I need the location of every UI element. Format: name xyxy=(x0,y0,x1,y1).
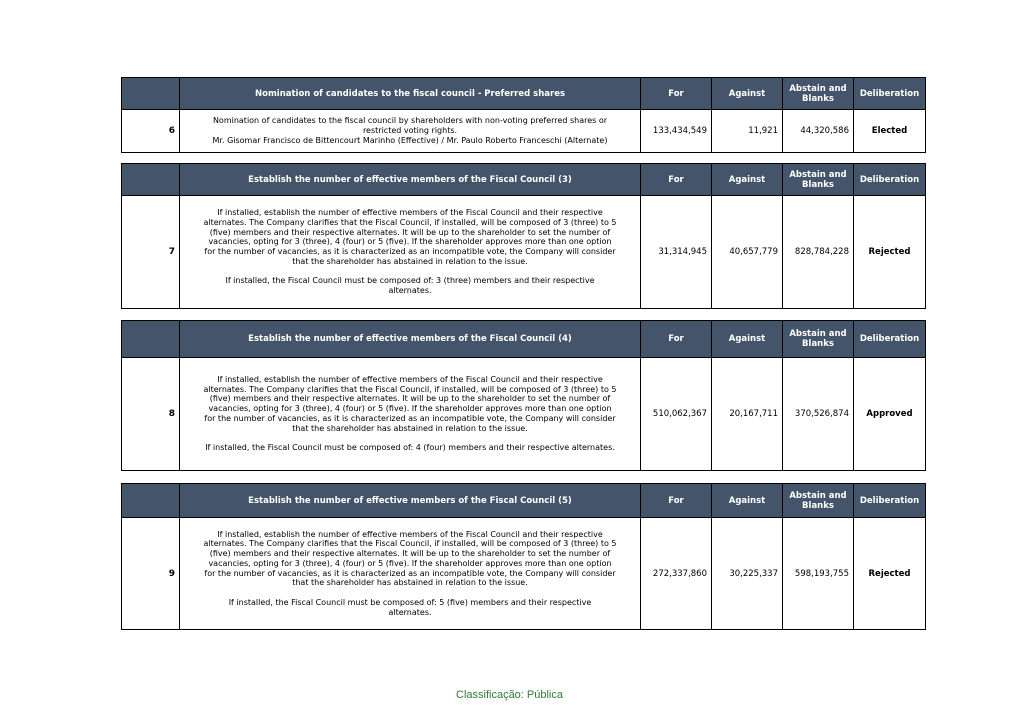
header-blank-cell xyxy=(122,164,180,196)
table-header-row xyxy=(122,321,926,358)
item-description xyxy=(180,518,641,630)
votes-abstain: 44,320,586 xyxy=(783,110,854,153)
table-row xyxy=(122,196,926,309)
header-blank-cell xyxy=(122,78,180,110)
header-blank-cell xyxy=(122,321,180,358)
column-abstain-header: Abstain and Blanks xyxy=(783,164,854,196)
item-text: If installed, establish the number of effective members of the Fiscal Council and their respective alternates. The Company clarifies that the Fiscal Council, if installed, will be composed of 3 (three) to 5 (five) members and their respective alternates. It will be up to the shareholder to set the number of vacancies, opting for 3 (three), 4 (four) or 5 (five). If the shareholder approves more than one option for the number of vacancies, as it is characterized as an incompatible vote, the Company will consider that the shareholder has abstained in relation to the issue. xyxy=(203,529,617,588)
votes-against: 11,921 xyxy=(712,110,783,153)
table-row xyxy=(122,358,926,471)
votes-abstain: 598,193,755 xyxy=(783,518,854,630)
vote-table-item-8 xyxy=(121,320,926,471)
item-text: If installed, establish the number of effective members of the Fiscal Council and their respective alternates. The Company clarifies that the Fiscal Council, if installed, will be composed of 3 (three) to 5 (five) members and their respective alternates. It will be up to the shareholder to set the number of vacancies, opting for 3 (three), 4 (four) or 5 (five). If the shareholder approves more than one option for the number of vacancies, as it is characterized as an incompatible vote, the Company will consider that the shareholder has abstained in relation to the issue. xyxy=(203,208,617,266)
votes-against: 40,657,779 xyxy=(712,196,783,309)
table-header-row xyxy=(122,78,926,110)
column-against-header: Against xyxy=(712,321,783,358)
column-for-header: For xyxy=(641,164,712,196)
item-number: 9 xyxy=(122,518,180,630)
votes-against: 30,225,337 xyxy=(712,518,783,630)
column-deliberation-header: Deliberation xyxy=(854,321,926,358)
item-number: 6 xyxy=(122,110,180,153)
column-abstain-header: Abstain and Blanks xyxy=(783,78,854,110)
column-deliberation-header: Deliberation xyxy=(854,164,926,196)
column-deliberation-header: Deliberation xyxy=(854,78,926,110)
item-note: If installed, the Fiscal Council must be composed of: 5 (five) members and their respective alternates. xyxy=(228,597,592,617)
item-text: If installed, establish the number of effective members of the Fiscal Council and their respective alternates. The Company clarifies that the Fiscal Council, if installed, will be composed of 3 (three) to 5 (five) members and their respective alternates. It will be up to the shareholder to set the number of vacancies, opting for 3 (three), 4 (four) or 5 (five). If the shareholder approves more than one option for the number of vacancies, as it is characterized as an incompatible vote, the Company will consider that the shareholder has abstained in relation to the issue. xyxy=(203,375,617,433)
deliberation-result: Rejected xyxy=(854,196,926,309)
item-note: If installed, the Fiscal Council must be composed of: 3 (three) members and their respective alternates. xyxy=(225,276,595,296)
item-description xyxy=(180,358,641,471)
votes-for: 133,434,549 xyxy=(641,110,712,153)
votes-for: 31,314,945 xyxy=(641,196,712,309)
column-against-header: Against xyxy=(712,78,783,110)
vote-table-item-6 xyxy=(121,77,926,153)
votes-abstain: 828,784,228 xyxy=(783,196,854,309)
deliberation-result: Approved xyxy=(854,358,926,471)
deliberation-result: Elected xyxy=(854,110,926,153)
table-row xyxy=(122,110,926,153)
column-for-header: For xyxy=(641,321,712,358)
item-header-title: Nomination of candidates to the fiscal council - Preferred shares xyxy=(180,78,641,110)
classification-footer: Classificação: Pública xyxy=(456,689,563,701)
votes-against: 20,167,711 xyxy=(712,358,783,471)
column-against-header: Against xyxy=(712,164,783,196)
column-for-header: For xyxy=(641,484,712,518)
item-note: If installed, the Fiscal Council must be composed of: 4 (four) members and their respective alternates. xyxy=(205,443,615,453)
column-abstain-header: Abstain and Blanks xyxy=(783,321,854,358)
votes-for: 272,337,860 xyxy=(641,518,712,630)
column-abstain-header: Abstain and Blanks xyxy=(783,484,854,518)
vote-table-item-7 xyxy=(121,163,926,309)
item-header-title: Establish the number of effective members of the Fiscal Council (5) xyxy=(180,484,641,518)
votes-for: 510,062,367 xyxy=(641,358,712,471)
votes-abstain: 370,526,874 xyxy=(783,358,854,471)
deliberation-result: Rejected xyxy=(854,518,926,630)
item-header-title: Establish the number of effective members of the Fiscal Council (4) xyxy=(180,321,641,358)
item-number: 7 xyxy=(122,196,180,309)
item-description xyxy=(180,110,641,153)
item-description xyxy=(180,196,641,309)
header-blank-cell xyxy=(122,484,180,518)
item-number: 8 xyxy=(122,358,180,471)
table-row xyxy=(122,518,926,630)
table-header-row xyxy=(122,484,926,518)
column-deliberation-header: Deliberation xyxy=(854,484,926,518)
item-text: Nomination of candidates to the fiscal council by shareholders with non-voting preferred shares or restricted voting rights. Mr. Gisomar Francisco de Bittencourt Marinho (Effective) / Mr. Paulo Roberto Franceschi (Alternate) xyxy=(212,116,608,145)
column-against-header: Against xyxy=(712,484,783,518)
vote-table-item-9 xyxy=(121,483,926,630)
item-header-title: Establish the number of effective members of the Fiscal Council (3) xyxy=(180,164,641,196)
column-for-header: For xyxy=(641,78,712,110)
table-header-row xyxy=(122,164,926,196)
